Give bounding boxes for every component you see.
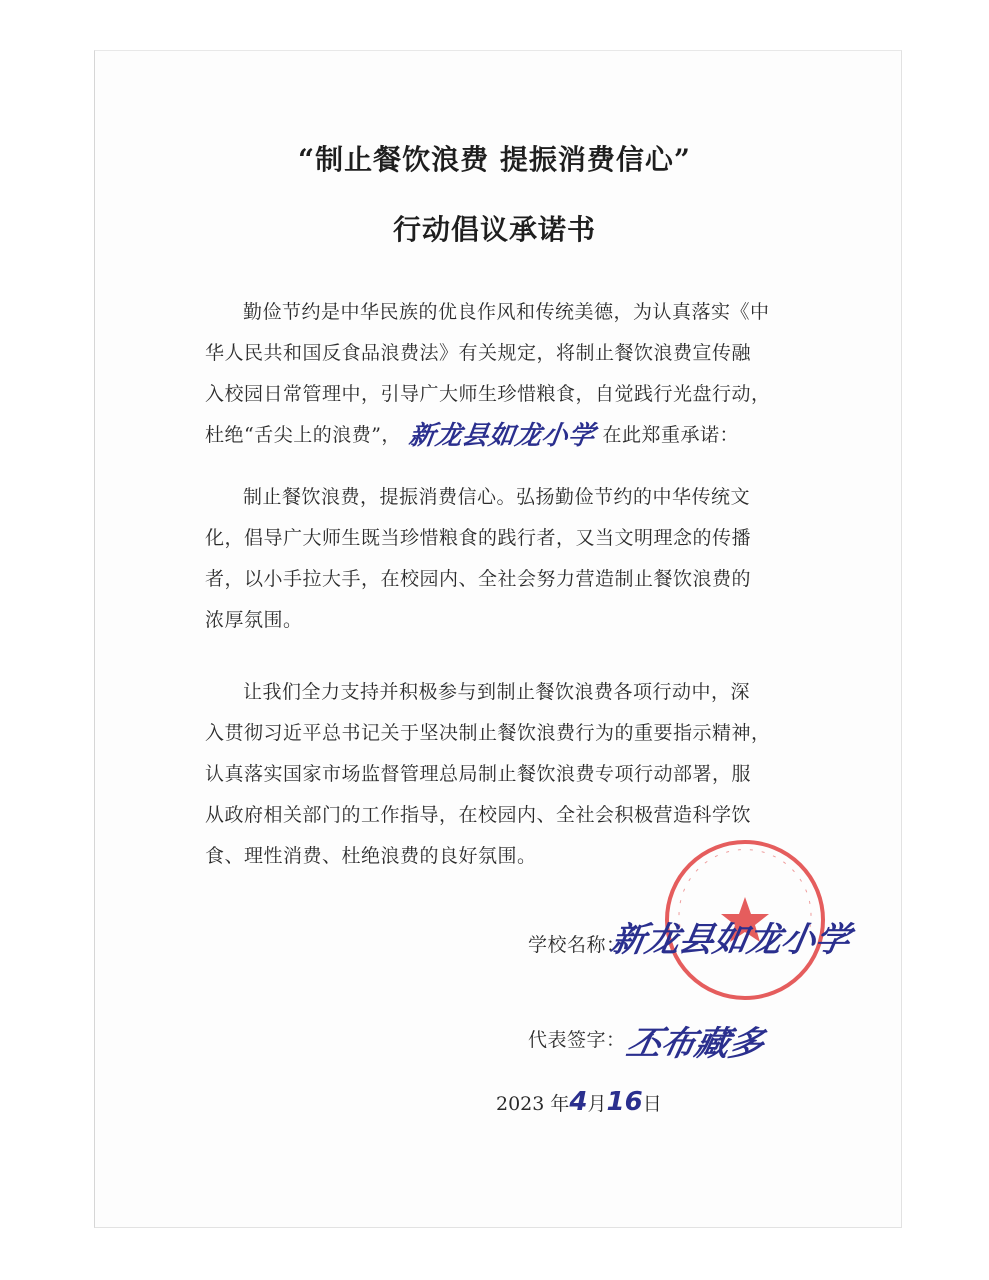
date-day-handwritten: 16 bbox=[606, 1087, 643, 1117]
paragraph-line: 食、理性消费、杜绝浪费的良好氛围。 bbox=[205, 845, 537, 867]
paragraph-line bbox=[205, 415, 785, 457]
handwritten-school-signature: 新龙县如龙小学 bbox=[607, 920, 853, 960]
paragraph-line: 华人民共和国反食品浪费法》有关规定，将制止餐饮浪费宣传融 bbox=[205, 342, 752, 364]
date-month-suffix: 月 bbox=[587, 1093, 607, 1115]
paragraph-line: 让我们全力支持并积极参与到制止餐饮浪费各项行动中，深 bbox=[243, 681, 751, 703]
date-day-suffix: 日 bbox=[642, 1093, 662, 1115]
paragraph-line: 勤俭节约是中华民族的优良作风和传统美德，为认真落实《中 bbox=[243, 301, 770, 323]
paragraph-line: 制止餐饮浪费，提振消费信心。弘扬勤俭节约的中华传统文 bbox=[243, 486, 751, 508]
document-subtitle: 行动倡议承诺书 bbox=[392, 213, 596, 246]
paragraph-text: 杜绝“舌尖上的浪费”， bbox=[205, 424, 401, 446]
paragraph-line: 认真落实国家市场监督管理总局制止餐饮浪费专项行动部署，服 bbox=[205, 763, 752, 785]
paragraph-line: 者，以小手拉大手，在校园内、全社会努力营造制止餐饮浪费的 bbox=[205, 568, 752, 590]
school-name-label: 学校名称： bbox=[528, 934, 626, 956]
paragraph-line: 从政府相关部门的工作指导，在校园内、全社会积极营造科学饮 bbox=[205, 804, 752, 826]
handwritten-representative-signature: 丕布藏多 bbox=[623, 1024, 768, 1064]
paragraph-line: 浓厚氛围。 bbox=[205, 609, 303, 631]
handwritten-school-name: 新龙县如龙小学 bbox=[406, 421, 597, 451]
representative-label: 代表签字： bbox=[528, 1029, 626, 1051]
date-month-handwritten: 4 bbox=[569, 1087, 588, 1117]
date-year: 2023 年 bbox=[496, 1093, 570, 1115]
paragraph-commitment bbox=[205, 477, 785, 641]
signing-date bbox=[496, 1087, 662, 1117]
paragraph-text: 在此郑重承诺： bbox=[602, 424, 739, 446]
paragraph-line: 入贯彻习近平总书记关于坚决制止餐饮浪费行为的重要指示精神， bbox=[205, 722, 771, 744]
paragraph-intro bbox=[205, 292, 785, 457]
paragraph-line: 入校园日常管理中，引导广大师生珍惜粮食，自觉践行光盘行动， bbox=[205, 383, 771, 405]
document-title: “制止餐饮浪费 提振消费信心” bbox=[298, 143, 691, 176]
paragraph-line: 化，倡导广大师生既当珍惜粮食的践行者，又当文明理念的传播 bbox=[205, 527, 752, 549]
